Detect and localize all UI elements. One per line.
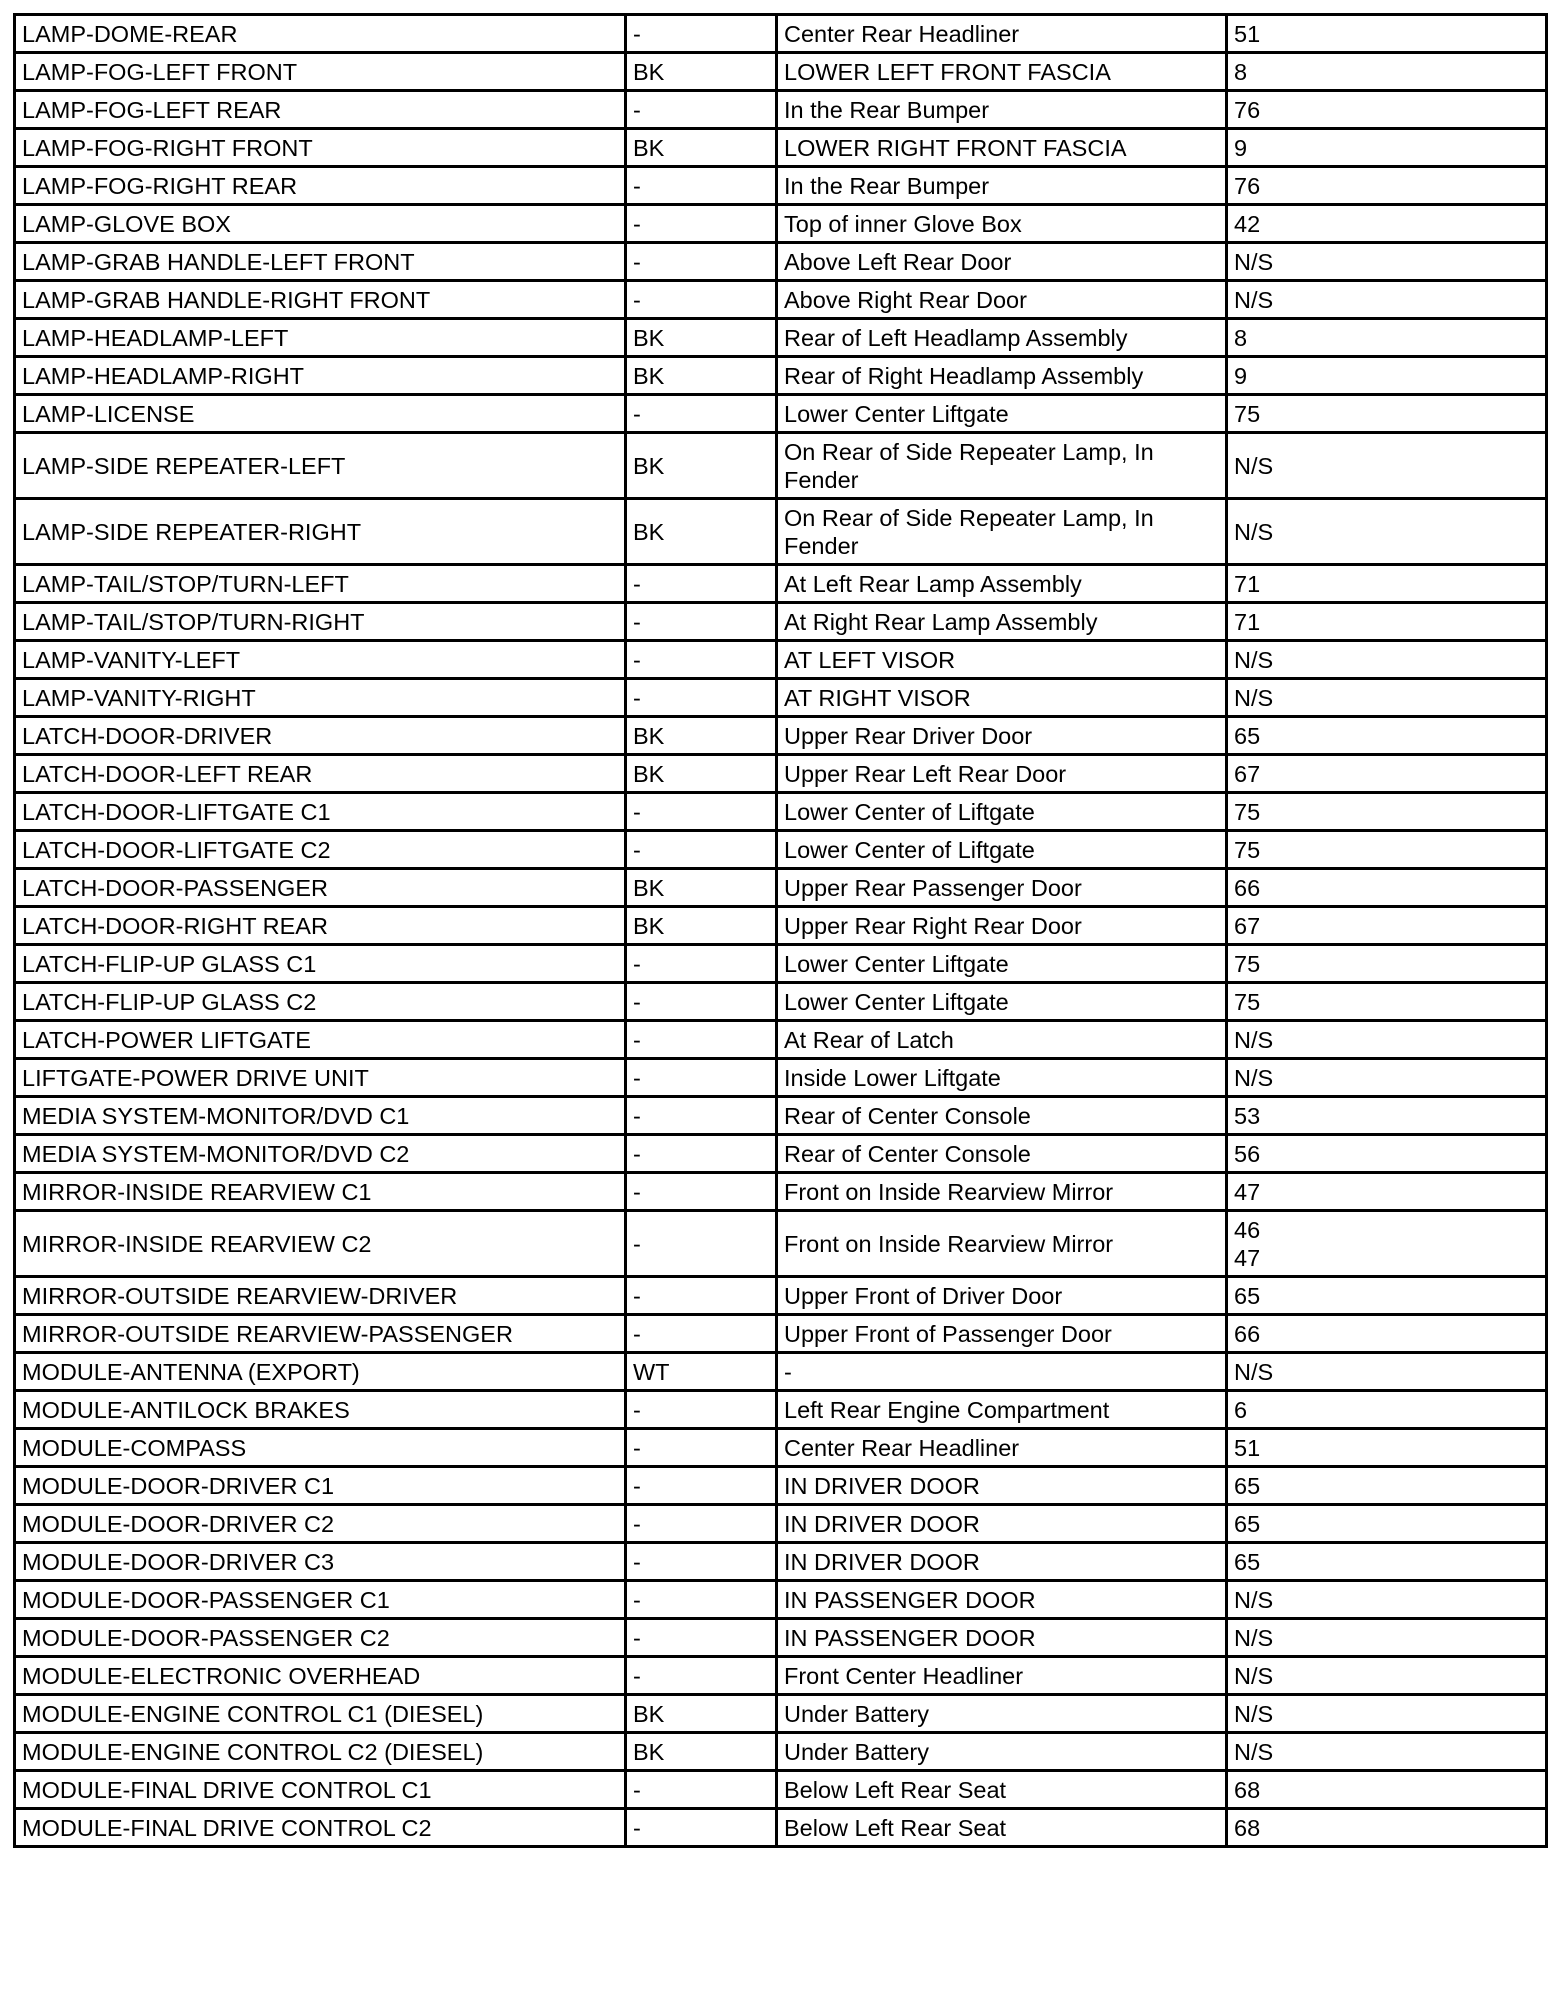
connector-name-cell: MODULE-COMPASS [15,1429,626,1467]
table-row [15,983,1547,1021]
connector-name-cell: MODULE-FINAL DRIVE CONTROL C1 [15,1771,626,1809]
connector-color-cell: - [626,205,777,243]
connector-location-cell: Front Center Headliner [777,1657,1227,1695]
connector-color-cell: BK [626,433,777,499]
connector-color-cell: - [626,831,777,869]
connector-location-cell: Above Right Rear Door [777,281,1227,319]
connector-color-cell: - [626,1429,777,1467]
connector-color-cell: BK [626,869,777,907]
figure-ref-cell: 67 [1227,755,1547,793]
connector-name-cell: LATCH-FLIP-UP GLASS C1 [15,945,626,983]
connector-location-cell: LOWER RIGHT FRONT FASCIA [777,129,1227,167]
connector-color-cell: BK [626,499,777,565]
table-row [15,869,1547,907]
connector-location-cell: In the Rear Bumper [777,91,1227,129]
figure-ref-cell: 71 [1227,603,1547,641]
connector-location-cell: At Left Rear Lamp Assembly [777,565,1227,603]
connector-name-cell: LAMP-GLOVE BOX [15,205,626,243]
table-row [15,1467,1547,1505]
connector-name-cell: LAMP-DOME-REAR [15,15,626,53]
connector-location-cell: IN PASSENGER DOOR [777,1619,1227,1657]
connector-location-cell: IN DRIVER DOOR [777,1467,1227,1505]
connector-location-page [13,13,1545,1848]
table-row [15,1211,1547,1277]
figure-ref-cell: N/S [1227,243,1547,281]
connector-name-cell: MIRROR-INSIDE REARVIEW C2 [15,1211,626,1277]
connector-name-cell: LAMP-GRAB HANDLE-LEFT FRONT [15,243,626,281]
connector-name-cell: LIFTGATE-POWER DRIVE UNIT [15,1059,626,1097]
connector-name-cell: LAMP-SIDE REPEATER-LEFT [15,433,626,499]
connector-color-cell: BK [626,717,777,755]
connector-location-cell: Inside Lower Liftgate [777,1059,1227,1097]
connector-color-cell: - [626,1543,777,1581]
table-row [15,603,1547,641]
figure-ref-cell: 65 [1227,1543,1547,1581]
table-row [15,717,1547,755]
connector-location-cell: Front on Inside Rearview Mirror [777,1173,1227,1211]
connector-location-cell: AT LEFT VISOR [777,641,1227,679]
connector-location-cell: At Right Rear Lamp Assembly [777,603,1227,641]
table-row [15,1695,1547,1733]
connector-location-cell: Center Rear Headliner [777,15,1227,53]
connector-name-cell: MODULE-DOOR-DRIVER C1 [15,1467,626,1505]
connector-color-cell: - [626,395,777,433]
table-row [15,1173,1547,1211]
connector-name-cell: MODULE-ENGINE CONTROL C2 (DIESEL) [15,1733,626,1771]
figure-ref-cell: 8 [1227,319,1547,357]
connector-name-cell: LAMP-FOG-LEFT FRONT [15,53,626,91]
connector-color-cell: BK [626,1695,777,1733]
connector-name-cell: LAMP-FOG-LEFT REAR [15,91,626,129]
table-body [15,15,1547,1847]
table-row [15,1505,1547,1543]
connector-color-cell: - [626,1467,777,1505]
figure-ref-cell: N/S [1227,1733,1547,1771]
connector-color-cell: - [626,281,777,319]
connector-name-cell: LAMP-GRAB HANDLE-RIGHT FRONT [15,281,626,319]
connector-location-cell: Below Left Rear Seat [777,1771,1227,1809]
connector-color-cell: BK [626,357,777,395]
connector-name-cell: MODULE-DOOR-DRIVER C2 [15,1505,626,1543]
figure-ref-cell: 42 [1227,205,1547,243]
figure-ref-cell: 9 [1227,129,1547,167]
figure-ref-cell: 9 [1227,357,1547,395]
connector-color-cell: BK [626,129,777,167]
connector-name-cell: LAMP-TAIL/STOP/TURN-LEFT [15,565,626,603]
figure-ref-cell: 66 [1227,869,1547,907]
figure-ref-cell: N/S [1227,641,1547,679]
connector-location-cell: Lower Center Liftgate [777,395,1227,433]
figure-ref-cell: 47 [1227,1173,1547,1211]
connector-location-cell: At Rear of Latch [777,1021,1227,1059]
table-row [15,319,1547,357]
table-row [15,1135,1547,1173]
connector-name-cell: LAMP-VANITY-LEFT [15,641,626,679]
connector-color-cell: - [626,793,777,831]
connector-color-cell: BK [626,755,777,793]
connector-name-cell: LAMP-LICENSE [15,395,626,433]
table-row [15,1543,1547,1581]
connector-location-cell: Rear of Center Console [777,1135,1227,1173]
table-row [15,167,1547,205]
connector-location-cell: Upper Rear Passenger Door [777,869,1227,907]
connector-name-cell: LAMP-SIDE REPEATER-RIGHT [15,499,626,565]
connector-color-cell: - [626,1277,777,1315]
connector-name-cell: MODULE-ANTENNA (EXPORT) [15,1353,626,1391]
figure-ref-cell: N/S [1227,1581,1547,1619]
connector-location-cell: IN DRIVER DOOR [777,1505,1227,1543]
connector-location-cell: Below Left Rear Seat [777,1809,1227,1847]
figure-ref-cell: N/S [1227,1619,1547,1657]
table-row [15,281,1547,319]
connector-name-cell: MODULE-DOOR-PASSENGER C2 [15,1619,626,1657]
table-row [15,205,1547,243]
connector-color-cell: BK [626,907,777,945]
connector-location-cell: - [777,1353,1227,1391]
figure-ref-cell: 53 [1227,1097,1547,1135]
connector-color-cell: - [626,15,777,53]
connector-location-cell: Rear of Left Headlamp Assembly [777,319,1227,357]
table-row [15,1429,1547,1467]
figure-ref-cell: 65 [1227,717,1547,755]
table-row [15,1353,1547,1391]
connector-color-cell: - [626,565,777,603]
figure-ref-cell: N/S [1227,679,1547,717]
figure-ref-cell: 65 [1227,1505,1547,1543]
table-row [15,641,1547,679]
connector-color-cell: - [626,1505,777,1543]
figure-ref-cell: 75 [1227,793,1547,831]
connector-color-cell: BK [626,1733,777,1771]
table-row [15,357,1547,395]
connector-color-cell: - [626,1809,777,1847]
connector-name-cell: MODULE-ELECTRONIC OVERHEAD [15,1657,626,1695]
figure-ref-cell: 56 [1227,1135,1547,1173]
table-row [15,499,1547,565]
connector-name-cell: MODULE-FINAL DRIVE CONTROL C2 [15,1809,626,1847]
figure-ref-cell: 76 [1227,167,1547,205]
connector-location-cell: IN PASSENGER DOOR [777,1581,1227,1619]
connector-name-cell: LATCH-DOOR-LIFTGATE C2 [15,831,626,869]
connector-color-cell: - [626,983,777,1021]
connector-location-cell: In the Rear Bumper [777,167,1227,205]
table-row [15,1391,1547,1429]
connector-color-cell: - [626,1135,777,1173]
connector-location-cell: Rear of Right Headlamp Assembly [777,357,1227,395]
connector-name-cell: LATCH-POWER LIFTGATE [15,1021,626,1059]
table-row [15,53,1547,91]
figure-ref-cell: 67 [1227,907,1547,945]
figure-ref-cell: N/S [1227,433,1547,499]
table-row [15,395,1547,433]
connector-name-cell: MEDIA SYSTEM-MONITOR/DVD C2 [15,1135,626,1173]
figure-ref-cell: N/S [1227,1695,1547,1733]
connector-color-cell: - [626,1657,777,1695]
connector-color-cell: - [626,641,777,679]
connector-color-cell: - [626,91,777,129]
figure-ref-cell: 6 [1227,1391,1547,1429]
figure-ref-cell: N/S [1227,1657,1547,1695]
connector-name-cell: LATCH-FLIP-UP GLASS C2 [15,983,626,1021]
connector-name-cell: MEDIA SYSTEM-MONITOR/DVD C1 [15,1097,626,1135]
connector-name-cell: LAMP-FOG-RIGHT FRONT [15,129,626,167]
figure-ref-cell: 68 [1227,1771,1547,1809]
table-row [15,1619,1547,1657]
connector-name-cell: LATCH-DOOR-LIFTGATE C1 [15,793,626,831]
connector-color-cell: - [626,1315,777,1353]
table-row [15,793,1547,831]
connector-color-cell: - [626,1581,777,1619]
figure-ref-cell: 71 [1227,565,1547,603]
connector-color-cell: - [626,1021,777,1059]
table-row [15,1315,1547,1353]
connector-location-cell: Lower Center of Liftgate [777,831,1227,869]
connector-location-table [13,13,1548,1848]
table-row [15,1277,1547,1315]
connector-location-cell: Lower Center of Liftgate [777,793,1227,831]
connector-name-cell: MODULE-DOOR-PASSENGER C1 [15,1581,626,1619]
connector-color-cell: - [626,167,777,205]
table-row [15,1059,1547,1097]
table-row [15,679,1547,717]
connector-location-cell: Above Left Rear Door [777,243,1227,281]
connector-name-cell: MODULE-ANTILOCK BRAKES [15,1391,626,1429]
connector-name-cell: MIRROR-OUTSIDE REARVIEW-PASSENGER [15,1315,626,1353]
figure-ref-cell: 51 [1227,15,1547,53]
connector-name-cell: MODULE-ENGINE CONTROL C1 (DIESEL) [15,1695,626,1733]
connector-location-cell: Center Rear Headliner [777,1429,1227,1467]
figure-ref-cell: 51 [1227,1429,1547,1467]
figure-ref-cell: N/S [1227,1059,1547,1097]
figure-ref-cell: 66 [1227,1315,1547,1353]
figure-ref-cell: 8 [1227,53,1547,91]
connector-color-cell: BK [626,53,777,91]
connector-color-cell: - [626,1211,777,1277]
figure-ref-cell: 65 [1227,1467,1547,1505]
connector-location-cell: Upper Rear Left Rear Door [777,755,1227,793]
connector-color-cell: - [626,1059,777,1097]
connector-location-cell: Front on Inside Rearview Mirror [777,1211,1227,1277]
connector-color-cell: WT [626,1353,777,1391]
connector-location-cell: Upper Front of Driver Door [777,1277,1227,1315]
connector-name-cell: LAMP-TAIL/STOP/TURN-RIGHT [15,603,626,641]
table-row [15,1097,1547,1135]
figure-ref-cell: 76 [1227,91,1547,129]
figure-ref-cell: 65 [1227,1277,1547,1315]
connector-location-cell: Upper Rear Right Rear Door [777,907,1227,945]
figure-ref-cell: N/S [1227,1353,1547,1391]
table-row [15,433,1547,499]
table-row [15,1809,1547,1847]
connector-location-cell: On Rear of Side Repeater Lamp, In Fender [777,433,1227,499]
table-row [15,129,1547,167]
table-row [15,243,1547,281]
figure-ref-cell: 75 [1227,395,1547,433]
table-row [15,1733,1547,1771]
connector-location-cell: Lower Center Liftgate [777,945,1227,983]
connector-location-cell: Upper Front of Passenger Door [777,1315,1227,1353]
connector-name-cell: LAMP-HEADLAMP-LEFT [15,319,626,357]
connector-name-cell: LAMP-FOG-RIGHT REAR [15,167,626,205]
figure-ref-cell: N/S [1227,281,1547,319]
table-row [15,565,1547,603]
connector-color-cell: - [626,945,777,983]
connector-color-cell: - [626,243,777,281]
table-row [15,945,1547,983]
connector-location-cell: Left Rear Engine Compartment [777,1391,1227,1429]
table-row [15,1581,1547,1619]
table-row [15,907,1547,945]
connector-color-cell: - [626,1097,777,1135]
connector-color-cell: - [626,1619,777,1657]
connector-location-cell: IN DRIVER DOOR [777,1543,1227,1581]
connector-color-cell: - [626,1173,777,1211]
connector-name-cell: MIRROR-INSIDE REARVIEW C1 [15,1173,626,1211]
connector-name-cell: LAMP-VANITY-RIGHT [15,679,626,717]
connector-location-cell: AT RIGHT VISOR [777,679,1227,717]
connector-name-cell: LAMP-HEADLAMP-RIGHT [15,357,626,395]
connector-name-cell: LATCH-DOOR-RIGHT REAR [15,907,626,945]
connector-location-cell: Under Battery [777,1733,1227,1771]
table-row [15,831,1547,869]
table-row [15,1657,1547,1695]
connector-location-cell: Under Battery [777,1695,1227,1733]
connector-name-cell: LATCH-DOOR-LEFT REAR [15,755,626,793]
connector-location-cell: LOWER LEFT FRONT FASCIA [777,53,1227,91]
figure-ref-cell: N/S [1227,1021,1547,1059]
figure-ref-cell: 68 [1227,1809,1547,1847]
table-row [15,755,1547,793]
figure-ref-cell: 75 [1227,983,1547,1021]
connector-color-cell: - [626,603,777,641]
connector-color-cell: - [626,679,777,717]
connector-location-cell: Upper Rear Driver Door [777,717,1227,755]
figure-ref-cell: 75 [1227,831,1547,869]
connector-location-cell: Lower Center Liftgate [777,983,1227,1021]
table-row [15,91,1547,129]
connector-location-cell: On Rear of Side Repeater Lamp, In Fender [777,499,1227,565]
connector-name-cell: LATCH-DOOR-DRIVER [15,717,626,755]
connector-location-cell: Top of inner Glove Box [777,205,1227,243]
table-row [15,1771,1547,1809]
connector-location-cell: Rear of Center Console [777,1097,1227,1135]
figure-ref-cell: N/S [1227,499,1547,565]
connector-name-cell: MIRROR-OUTSIDE REARVIEW-DRIVER [15,1277,626,1315]
connector-name-cell: MODULE-DOOR-DRIVER C3 [15,1543,626,1581]
connector-color-cell: BK [626,319,777,357]
table-row [15,15,1547,53]
figure-ref-cell: 75 [1227,945,1547,983]
connector-color-cell: - [626,1771,777,1809]
figure-ref-cell: 46 47 [1227,1211,1547,1277]
connector-color-cell: - [626,1391,777,1429]
connector-name-cell: LATCH-DOOR-PASSENGER [15,869,626,907]
table-row [15,1021,1547,1059]
